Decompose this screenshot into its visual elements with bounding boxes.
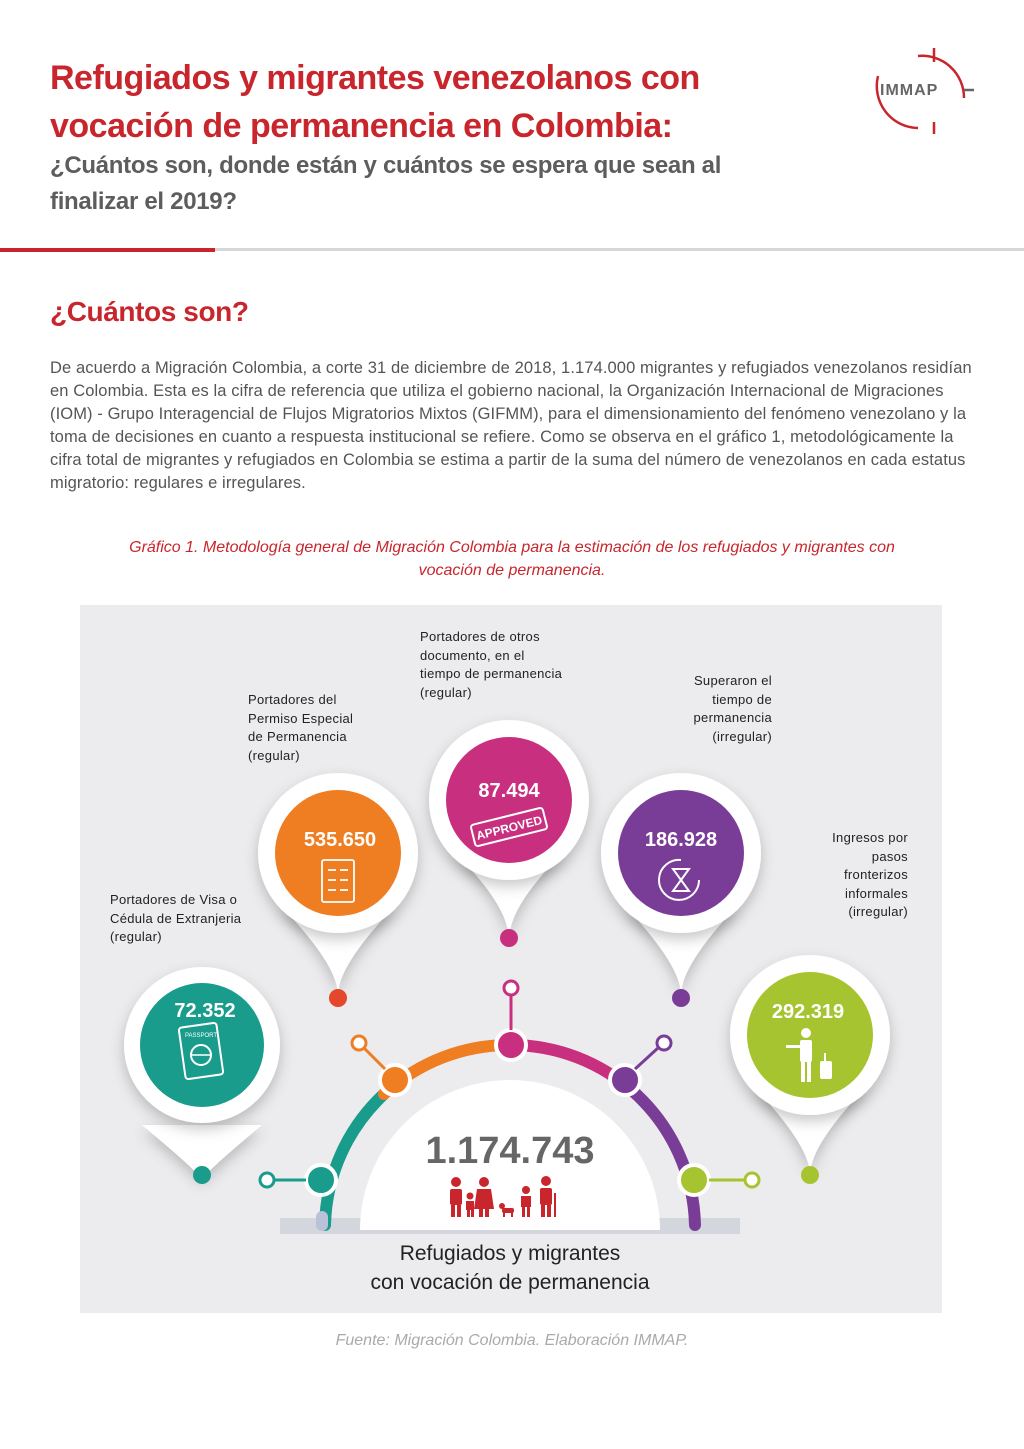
label-line: (irregular) [712, 728, 772, 744]
label-line: pasos [871, 848, 908, 864]
total-label-line1: Refugiados y migrantes [399, 1242, 621, 1265]
section-heading: ¿Cuántos son? [50, 296, 249, 327]
label-line: fronterizos [844, 867, 908, 882]
label-line: (irregular) [848, 904, 908, 919]
value: 186.928 [644, 829, 718, 851]
value: 87.494 [478, 780, 540, 802]
category-otros [429, 720, 589, 1060]
infographic [80, 605, 942, 1313]
header-divider-accent [0, 248, 215, 252]
label-line: documento, en el [420, 647, 525, 663]
infographic-panel [80, 605, 942, 1313]
logo-text: IMMAP [880, 82, 939, 99]
section-body: De acuerdo a Migración Colombia, a corte 31 de diciembre de 2018, 1.174.000 migrantes y refugiados venezolanos residían en Colombia. Esta es la cifra de referencia que utiliza el gobierno nacional, la Organización Internacional de Migraciones (IOM) - Grupo Interagencial de Flujos Migratorios Mixtos (GIFMM), para el dimensionamiento del fenómeno venezolano y la toma de decisiones en cuanto a respuesta institucional se refiere. Como se observa en el gráfico 1, metodológicamente la cifra total de migrantes y refugiados en Colombia se estima a partir de la suma del número de venezolanos en cada estatus migratorio: regulares e irregulares. [50, 359, 972, 492]
arc-node [679, 1165, 709, 1195]
document-title: Refugiados y migrantes venezolanos con vocación de permanencia en Colombia: [50, 59, 700, 145]
label-line: Portadores de otros [420, 629, 540, 644]
value: 72.352 [174, 1000, 236, 1022]
arc-node [496, 1030, 526, 1060]
figure-source: Fuente: Migración Colombia. Elaboración IMMAP. [335, 1332, 689, 1349]
label-pasos [780, 829, 908, 922]
category-visa [124, 967, 336, 1195]
label-line: de Permanencia [248, 729, 347, 744]
total-value: 1.174.743 [425, 1130, 595, 1172]
label-line: (regular) [420, 684, 472, 700]
label-line: Permiso Especial [248, 710, 354, 726]
label-line: Cédula de Extranjeria [110, 910, 242, 926]
category-pep [258, 773, 418, 1095]
label-visa [110, 891, 241, 947]
passport-text: PASSPORT [184, 1033, 218, 1039]
figure-caption: Gráfico 1. Metodología general de Migración Colombia para la estimación de los refugiados y migrantes con vocación de permanencia. [129, 539, 895, 579]
label-line: tiempo de permanencia [420, 666, 563, 681]
label-line: Ingresos por [832, 830, 908, 845]
total-label-line2: con vocación de permanencia [370, 1271, 650, 1294]
label-line: Portadores del [248, 692, 337, 707]
label-line: Superaron el [693, 673, 772, 688]
category-pasos [679, 955, 890, 1195]
value: 292.319 [771, 1001, 845, 1023]
label-superaron [640, 672, 772, 746]
label-line: tiempo de [712, 691, 772, 707]
label-line: Portadores de Visa o [110, 892, 238, 907]
label-pep [248, 691, 353, 765]
arc-node [306, 1165, 336, 1195]
approved-text: APPROVED [474, 813, 544, 843]
label-line: (regular) [248, 747, 300, 763]
bubble [275, 790, 401, 916]
label-otros [420, 628, 562, 702]
label-line: (regular) [110, 929, 162, 944]
bubble [618, 790, 744, 916]
value: 535.650 [303, 829, 377, 851]
document-subtitle: ¿Cuántos son, donde están y cuántos se espera que sean al finalizar el 2019? [50, 152, 722, 215]
label-line: permanencia [693, 710, 772, 725]
label-line: informales [845, 885, 908, 901]
immap-logo [868, 46, 978, 136]
